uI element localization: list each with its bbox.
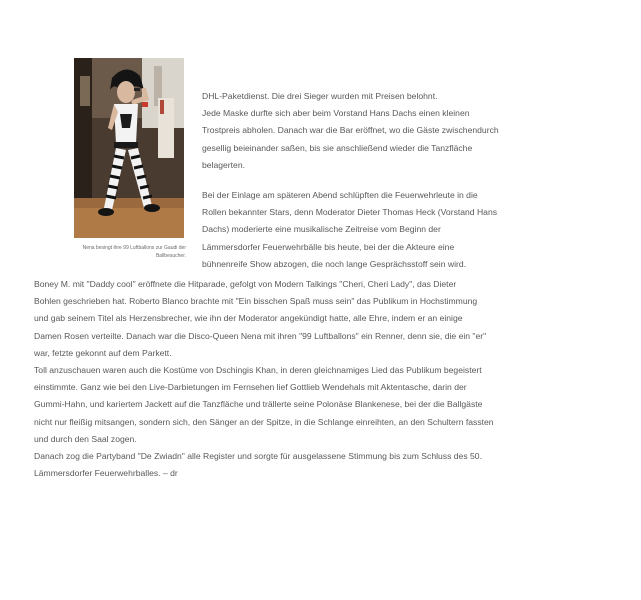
- wrap-paragraph-1: [202, 88, 528, 174]
- text-line: Lämmersdorfer Feuerwehrballes. – dr: [34, 468, 178, 479]
- text-line: Rollen bekannter Stars, denn Moderator Dieter Thomas Heck (Vorstand Hans: [202, 207, 498, 218]
- text-line: bühnenreife Show abzogen, die noch lange Gesprächsstoff sein wird.: [202, 258, 467, 269]
- text-line: und gab seinem Titel als Herzensbrecher, wie ihn der Moderator angekündigt hatte, alle Ehre, indem er an einige: [34, 313, 463, 324]
- text-line: war, fetzte gekonnt auf dem Parkett.: [34, 347, 172, 358]
- text-line: belagerten.: [202, 159, 246, 170]
- photo-caption: Nena besingt ihre 99 Luftballons zur Gaudi der Ballbesucher.: [82, 245, 186, 259]
- text-line: Dachs) moderierte eine musikalische Zeitreise vom Beginn der: [202, 224, 441, 235]
- text-line: Jede Maske durfte sich aber beim Vorstand Hans Dachs einen kleinen: [202, 108, 470, 119]
- text-line: Gummi-Hahn, und kariertem Jackett auf die Tanzfläche und trällerte seine Polonäse Blankenese, bei der die Ballgäste: [34, 399, 483, 410]
- text-line: Lämmersdorfer Feuerwehrbälle bis heute, bei der die Akteure eine: [202, 241, 455, 252]
- performer-photo: [74, 58, 184, 238]
- text-line: und durch den Saal zogen.: [34, 433, 137, 444]
- text-line: DHL-Paketdienst. Die drei Sieger wurden mit Preisen belohnt.: [202, 91, 438, 101]
- performer-photo-illustration: [74, 58, 184, 238]
- text-line: Bei der Einlage am späteren Abend schlüpften die Feuerwehrleute in die: [202, 190, 478, 200]
- text-line: Trostpreis abholen. Danach war die Bar eröffnet, wo die Gäste zwischendurch: [202, 125, 499, 136]
- text-line: Toll anzuschauen waren auch die Kostüme von Dschingis Khan, in deren gleichnamiges Lied das Publikum begeistert: [34, 365, 482, 376]
- text-line: Danach zog die Partyband "De Zwiadn" alle Register und sorgte für ausgelassene Stimmung bis zum Schluss des 50.: [34, 451, 482, 462]
- text-line: Damen Rosen verteilte. Danach war die Disco-Queen Nena mit ihren "99 Luftballons" ein Renner, denn sie, die ein "er": [34, 330, 487, 341]
- text-line: gesellig beieinander saßen, bis sie anschließend wieder die Tanzfläche: [202, 142, 473, 153]
- wrap-paragraph-2: [202, 187, 528, 273]
- text-line: Boney M. mit "Daddy cool" eröffnete die Hitparade, gefolgt von Modern Talkings "Cheri, Cheri Lady", das Dieter: [34, 279, 457, 289]
- text-line: Bohlen geschrieben hat. Roberto Blanco brachte mit "Ein bisschen Spaß muss sein" das Publikum in Hochstimmung: [34, 296, 478, 307]
- article-body: [34, 276, 527, 482]
- text-line: nicht nur fleißig mitsangen, sondern sich, den Sänger an der Spitze, in die Schlange einreihten, an den Schultern fassten: [34, 416, 494, 427]
- text-line: einstimmte. Ganz wie bei den Live-Darbietungen im Fernsehen lief Gottlieb Wendehals mit Aktentasche, darin der: [34, 382, 467, 393]
